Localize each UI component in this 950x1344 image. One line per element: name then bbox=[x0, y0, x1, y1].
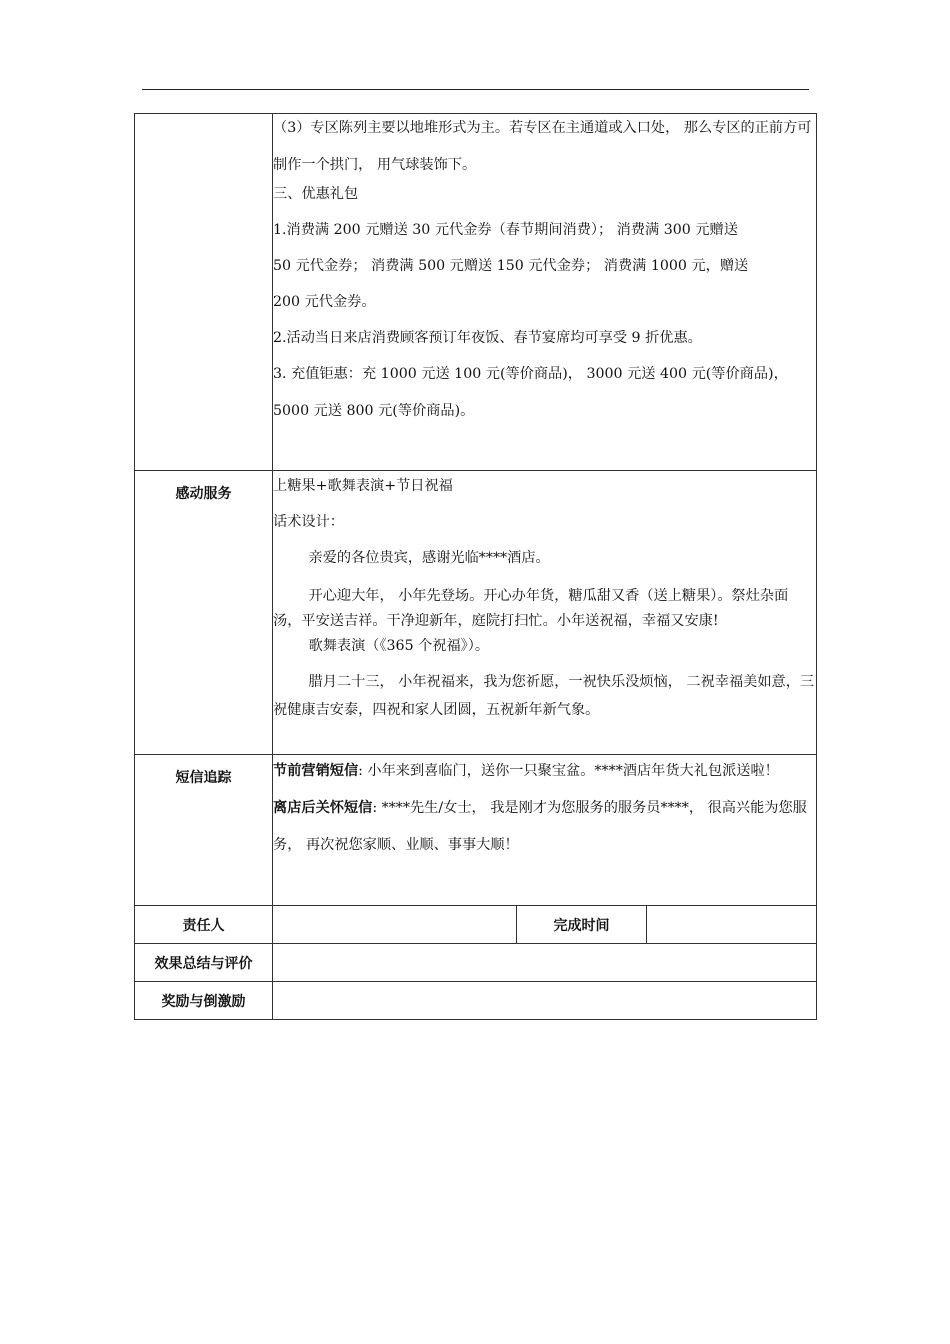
gift-item-1b: 50 元代金券； 消费满 500 元赠送 150 元代金券； 消费满 1000 元，赠送 bbox=[273, 258, 749, 274]
deadline-field[interactable] bbox=[647, 906, 817, 944]
sms-content-cell bbox=[273, 755, 817, 906]
reward-label: 奖励与倒激励 bbox=[135, 982, 273, 1020]
gift-item-3: 3. 充值钜惠：充 1000 元送 100 元(等价商品)， 3000 元送 400 元(等价商品)， 5000 元送 800 元(等价商品)。 bbox=[273, 366, 788, 419]
evaluation-label: 效果总结与评价 bbox=[135, 944, 273, 982]
plan-table bbox=[134, 113, 817, 1020]
plan-content-cell bbox=[273, 114, 817, 471]
script-blessing: 腊月二十三， 小年祝福来，我为您祈愿，一祝快乐没烦恼， 二祝幸福美如意，三祝健康吉安泰，四祝和家人团圆，五祝新年新气象。 bbox=[273, 674, 815, 718]
script-greeting: 亲爱的各位贵宾，感谢光临****酒店。 bbox=[308, 550, 550, 566]
responsible-field[interactable] bbox=[273, 906, 517, 944]
gift-item-1c: 200 元代金券。 bbox=[273, 294, 376, 310]
row-sms bbox=[135, 755, 817, 906]
gift-item-2: 2.活动当日来店消费顾客预订年夜饭、春节宴席均可享受 9 折优惠。 bbox=[273, 330, 702, 346]
service-label: 感动服务 bbox=[135, 471, 273, 755]
row-section-plan bbox=[135, 114, 817, 471]
responsible-label: 责任人 bbox=[135, 906, 273, 944]
deadline-label: 完成时间 bbox=[517, 906, 647, 944]
display-paragraph: （3）专区陈列主要以地堆形式为主。若专区在主通道或入口处， 那么专区的正前方可制作一个拱门， 用气球装饰下。 bbox=[273, 120, 812, 173]
header-rule bbox=[142, 89, 809, 90]
row-evaluation bbox=[135, 944, 817, 982]
script-heading: 话术设计： bbox=[273, 514, 344, 530]
sms-post-text: : ****先生/女士， 我是刚才为您服务的服务员****， 很高兴能为您服务， 再次祝您家顺、业顺、事事大顺！ bbox=[273, 800, 807, 853]
row-responsible bbox=[135, 906, 817, 944]
service-content-cell bbox=[273, 471, 817, 755]
plan-label-cell bbox=[135, 114, 273, 471]
reward-field[interactable] bbox=[273, 982, 817, 1020]
sms-pre-text: : 小年来到喜临门，送你一只聚宝盆。****酒店年货大礼包派送啦！ bbox=[358, 763, 779, 779]
row-service bbox=[135, 471, 817, 755]
service-summary: 上糖果+歌舞表演+节日祝福 bbox=[273, 478, 453, 494]
sms-post-visit bbox=[273, 790, 816, 864]
sms-pre-holiday bbox=[273, 753, 816, 790]
sms-label: 短信追踪 bbox=[135, 755, 273, 906]
script-verse: 开心迎大年， 小年先登场。开心办年货，糖瓜甜又香（送上糖果）。祭灶杂面汤，平安送吉祥。干净迎新年，庭院打扫忙。小年送祝福，幸福又安康! bbox=[273, 588, 789, 629]
script-show: 歌舞表演（《365 个祝福》）。 bbox=[308, 638, 490, 654]
row-reward bbox=[135, 982, 817, 1020]
sms-pre-label: 节前营销短信 bbox=[273, 763, 359, 779]
sms-post-label: 离店后关怀短信 bbox=[273, 800, 373, 816]
gift-heading: 三、优惠礼包 bbox=[273, 186, 359, 202]
gift-item-1a: 1.消费满 200 元赠送 30 元代金券（春节期间消费）； 消费满 300 元赠送 bbox=[273, 222, 738, 238]
evaluation-field[interactable] bbox=[273, 944, 817, 982]
